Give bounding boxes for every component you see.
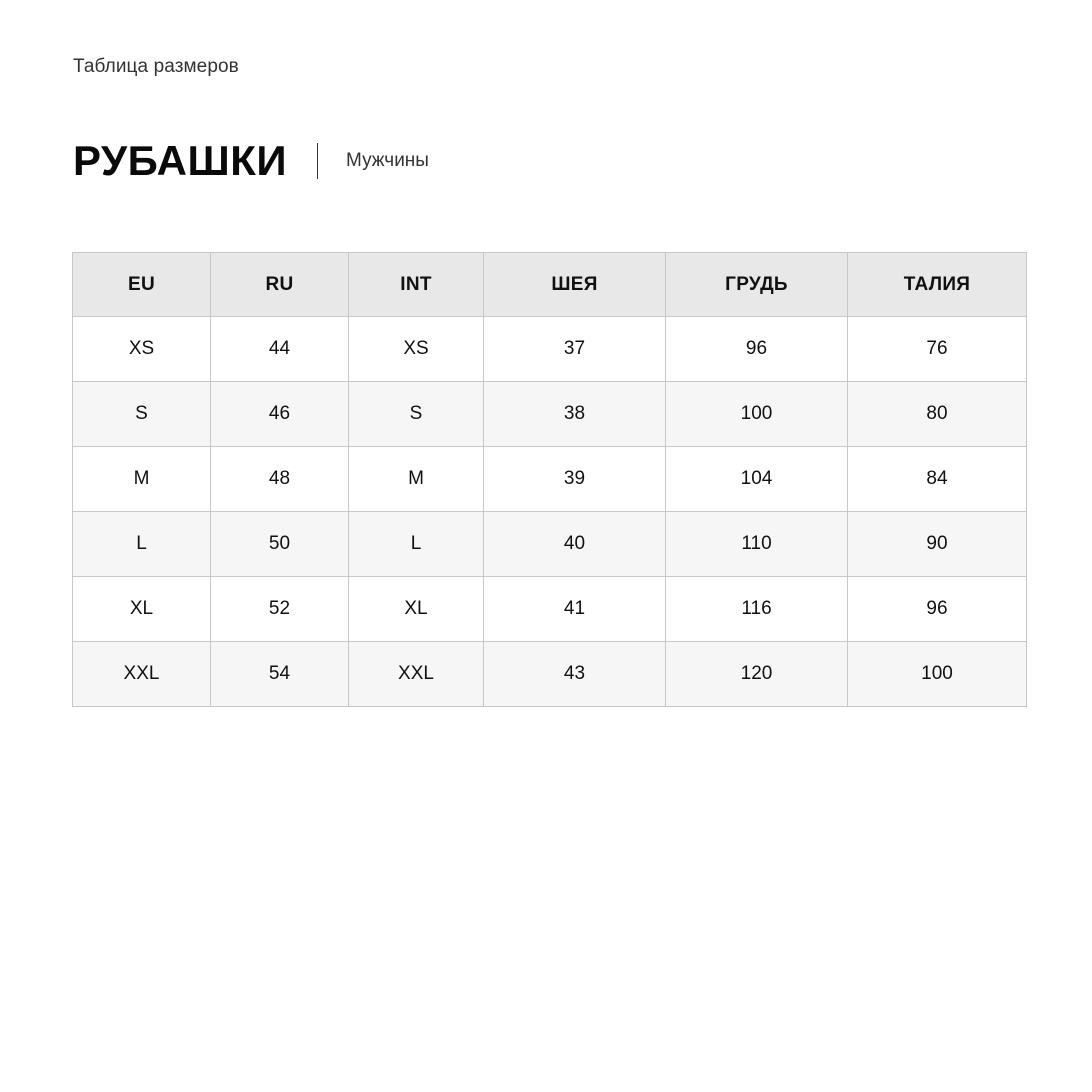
- cell-eu: L: [73, 512, 211, 577]
- cell-chest: 110: [666, 512, 848, 577]
- column-header-ru: RU: [211, 253, 349, 317]
- cell-ru: 54: [211, 642, 349, 707]
- page-kicker: Таблица размеров: [73, 56, 239, 77]
- cell-neck: 41: [484, 577, 666, 642]
- cell-eu: M: [73, 447, 211, 512]
- cell-waist: 76: [848, 317, 1027, 382]
- cell-ru: 48: [211, 447, 349, 512]
- cell-neck: 38: [484, 382, 666, 447]
- column-header-eu: EU: [73, 253, 211, 317]
- cell-eu: S: [73, 382, 211, 447]
- cell-waist: 80: [848, 382, 1027, 447]
- table-row: [73, 447, 1027, 512]
- cell-neck: 39: [484, 447, 666, 512]
- cell-waist: 100: [848, 642, 1027, 707]
- cell-int: M: [349, 447, 484, 512]
- column-header-waist: ТАЛИЯ: [848, 253, 1027, 317]
- title-row: [73, 136, 429, 186]
- cell-chest: 120: [666, 642, 848, 707]
- table-row: [73, 382, 1027, 447]
- page-title: РУБАШКИ: [73, 137, 288, 184]
- cell-ru: 46: [211, 382, 349, 447]
- table-row: [73, 577, 1027, 642]
- table-row: [73, 317, 1027, 382]
- cell-int: XS: [349, 317, 484, 382]
- cell-eu: XS: [73, 317, 211, 382]
- title-divider: [317, 143, 318, 179]
- table-header-row: [73, 253, 1027, 317]
- table-row: [73, 512, 1027, 577]
- cell-chest: 96: [666, 317, 848, 382]
- cell-eu: XL: [73, 577, 211, 642]
- cell-chest: 100: [666, 382, 848, 447]
- cell-chest: 104: [666, 447, 848, 512]
- cell-ru: 50: [211, 512, 349, 577]
- cell-int: L: [349, 512, 484, 577]
- column-header-chest: ГРУДЬ: [666, 253, 848, 317]
- cell-waist: 96: [848, 577, 1027, 642]
- cell-ru: 52: [211, 577, 349, 642]
- cell-waist: 84: [848, 447, 1027, 512]
- page-subtitle: Мужчины: [346, 150, 429, 171]
- cell-waist: 90: [848, 512, 1027, 577]
- cell-neck: 43: [484, 642, 666, 707]
- cell-neck: 40: [484, 512, 666, 577]
- cell-neck: 37: [484, 317, 666, 382]
- cell-int: XL: [349, 577, 484, 642]
- cell-eu: XXL: [73, 642, 211, 707]
- cell-ru: 44: [211, 317, 349, 382]
- column-header-int: INT: [349, 253, 484, 317]
- cell-int: XXL: [349, 642, 484, 707]
- size-table: [72, 252, 1027, 707]
- cell-int: S: [349, 382, 484, 447]
- table-row: [73, 642, 1027, 707]
- column-header-neck: ШЕЯ: [484, 253, 666, 317]
- cell-chest: 116: [666, 577, 848, 642]
